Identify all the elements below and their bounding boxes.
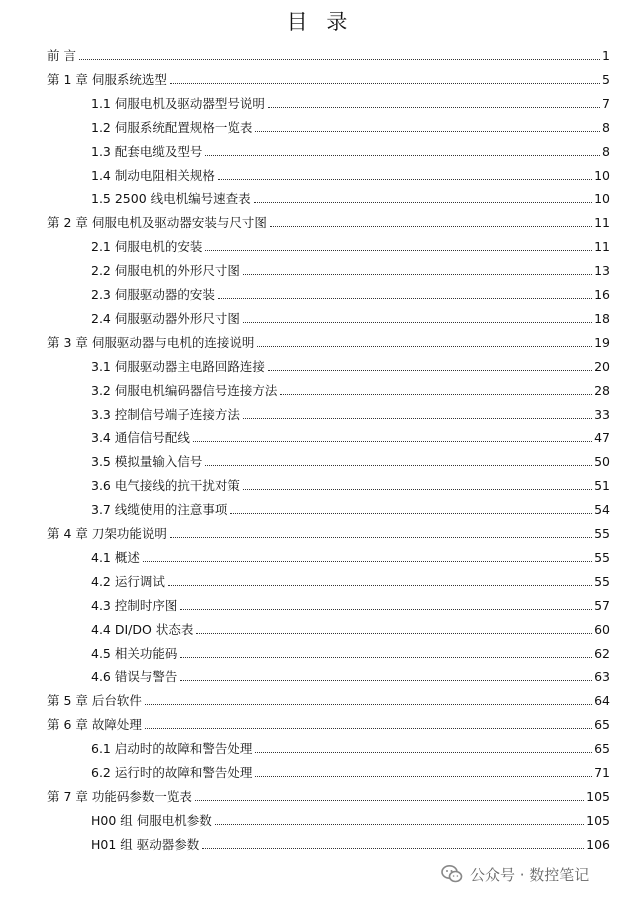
toc-leader-dots xyxy=(243,273,592,275)
toc-leader-dots xyxy=(254,201,592,203)
toc-section-entry[interactable] xyxy=(91,307,610,327)
toc-entry-label: 4.6 错误与警告 xyxy=(91,669,178,685)
toc-section-entry[interactable] xyxy=(91,140,610,160)
toc-leader-dots xyxy=(145,727,592,729)
toc-leader-dots xyxy=(218,178,592,180)
toc-leader-dots xyxy=(243,417,592,419)
toc-page-number: 106 xyxy=(586,836,610,852)
toc-entry-label: 前 言 xyxy=(47,48,76,63)
toc-page-number: 63 xyxy=(594,669,610,685)
toc-entry-label: 第 3 章 伺服驱动器与电机的连接说明 xyxy=(47,334,255,350)
toc-entry-label: 第 7 章 功能码参数一览表 xyxy=(47,788,192,804)
toc-chapter-entry[interactable] xyxy=(47,211,610,231)
toc-section-entry[interactable] xyxy=(91,283,610,303)
toc-page-number: 51 xyxy=(594,478,610,494)
toc-section-entry[interactable] xyxy=(91,737,610,757)
toc-entry-label: 3.2 伺服电机编码器信号连接方法 xyxy=(91,382,278,398)
toc-leader-dots xyxy=(255,775,592,777)
toc-leader-dots xyxy=(202,847,584,849)
toc-leader-dots xyxy=(79,58,600,60)
toc-page-number: 57 xyxy=(594,597,610,613)
toc-leader-dots xyxy=(255,130,600,132)
toc-entry-label: 3.6 电气接线的抗干扰对策 xyxy=(91,478,240,494)
toc-section-entry[interactable] xyxy=(91,594,610,614)
toc-entry-label: 第 6 章 故障处理 xyxy=(47,717,142,733)
toc-page-number: 7 xyxy=(602,95,610,111)
toc-entry-label: 1.1 伺服电机及驱动器型号说明 xyxy=(91,95,265,111)
toc-page-number: 19 xyxy=(594,334,610,350)
toc-entry-label: 3.1 伺服驱动器主电路回路连接 xyxy=(91,358,265,374)
toc-entry-label: 6.1 启动时的故障和警告处理 xyxy=(91,741,253,757)
toc-page-number: 18 xyxy=(594,310,610,326)
toc-leader-dots xyxy=(257,345,592,347)
toc-section-entry[interactable] xyxy=(91,355,610,375)
toc-page-number: 47 xyxy=(594,430,610,446)
toc-leader-dots xyxy=(170,82,600,84)
toc-section-entry[interactable] xyxy=(91,498,610,518)
toc-section-entry[interactable] xyxy=(91,761,610,781)
toc-entry-label: 2.2 伺服电机的外形尺寸图 xyxy=(91,263,240,279)
toc-page-number: 13 xyxy=(594,263,610,279)
toc-entry-label: 第 4 章 刀架功能说明 xyxy=(47,526,167,541)
toc-page-number: 16 xyxy=(594,287,610,302)
toc-section-entry[interactable] xyxy=(91,570,610,590)
toc-leader-dots xyxy=(243,488,592,490)
watermark-text: 公众号 · 数控笔记 xyxy=(470,865,590,884)
toc-section-entry[interactable] xyxy=(91,450,610,470)
toc-section-entry[interactable] xyxy=(91,259,610,279)
toc-entry-label: 第 5 章 后台软件 xyxy=(47,693,142,709)
toc-page-number: 8 xyxy=(602,143,610,159)
toc-leader-dots xyxy=(145,703,592,705)
toc-leader-dots xyxy=(243,321,592,323)
toc-page-number: 55 xyxy=(594,526,610,541)
toc-title: 目 录 xyxy=(286,10,354,34)
toc-section-entry[interactable] xyxy=(91,187,610,207)
toc-leader-dots xyxy=(230,512,592,514)
toc-leader-dots xyxy=(143,560,592,562)
toc-leader-dots xyxy=(205,249,592,251)
toc-section-entry[interactable] xyxy=(91,426,610,446)
toc-section-entry[interactable] xyxy=(91,546,610,566)
toc-entry-label: 1.5 2500 线电机编号速查表 xyxy=(91,191,251,207)
toc-section-entry[interactable] xyxy=(91,379,610,399)
toc-page-number: 5 xyxy=(602,71,610,87)
toc-page-number: 1 xyxy=(602,48,610,63)
toc-entry-label: 1.2 伺服系统配置规格一览表 xyxy=(91,119,253,135)
toc-entry-label: 2.3 伺服驱动器的安装 xyxy=(91,287,215,302)
toc-section-entry[interactable] xyxy=(91,618,610,638)
toc-chapter-entry[interactable] xyxy=(47,689,610,709)
toc-leader-dots xyxy=(268,106,600,108)
toc-page-number: 11 xyxy=(594,239,610,255)
toc-section-entry[interactable] xyxy=(91,833,610,853)
toc-entry-label: 3.4 通信信号配线 xyxy=(91,430,190,446)
wechat-icon xyxy=(440,862,464,886)
toc-leader-dots xyxy=(193,440,592,442)
toc-section-entry[interactable] xyxy=(91,235,610,255)
toc-leader-dots xyxy=(218,297,592,299)
toc-leader-dots xyxy=(215,823,584,825)
toc-chapter-entry[interactable] xyxy=(47,522,610,542)
toc-page-number: 33 xyxy=(594,406,610,422)
toc-entry-label: 3.3 控制信号端子连接方法 xyxy=(91,406,240,422)
toc-page-number: 11 xyxy=(594,215,610,231)
toc-entry-label: H00 组 伺服电机参数 xyxy=(91,812,212,828)
toc-page-number: 65 xyxy=(594,741,610,757)
toc-section-entry[interactable] xyxy=(91,642,610,662)
toc-entry-label: H01 组 驱动器参数 xyxy=(91,836,200,852)
toc-leader-dots xyxy=(280,393,592,395)
toc-page-number: 62 xyxy=(594,645,610,661)
toc-section-entry[interactable] xyxy=(91,474,610,494)
toc-entry-label: 4.2 运行调试 xyxy=(91,573,165,589)
toc-chapter-entry[interactable] xyxy=(47,331,610,351)
toc-page-number: 55 xyxy=(594,573,610,589)
toc-page-number: 55 xyxy=(594,549,610,565)
toc-page-number: 65 xyxy=(594,717,610,733)
toc-leader-dots xyxy=(205,154,600,156)
toc-entry-label: 1.3 配套电缆及型号 xyxy=(91,143,203,159)
toc-chapter-entry[interactable] xyxy=(47,68,610,88)
toc-leader-dots xyxy=(170,536,592,538)
toc-entry-label: 第 1 章 伺服系统选型 xyxy=(47,71,167,87)
toc-leader-dots xyxy=(255,751,592,753)
toc-entry-label: 1.4 制动电阻相关规格 xyxy=(91,167,215,183)
toc-leader-dots xyxy=(205,464,592,466)
toc-entry-label: 2.4 伺服驱动器外形尺寸图 xyxy=(91,310,240,326)
toc-leader-dots xyxy=(180,608,592,610)
toc-page-number: 10 xyxy=(594,167,610,183)
toc-entry-label: 6.2 运行时的故障和警告处理 xyxy=(91,765,253,780)
toc-page-number: 71 xyxy=(594,765,610,780)
toc-entry-label: 4.4 DI/DO 状态表 xyxy=(91,621,194,637)
toc-page-number: 60 xyxy=(594,621,610,637)
watermark xyxy=(440,858,630,890)
toc-entry-label: 4.3 控制时序图 xyxy=(91,597,178,613)
toc-section-entry[interactable] xyxy=(91,92,610,112)
toc-page-number: 64 xyxy=(594,693,610,709)
toc-entry-label: 2.1 伺服电机的安装 xyxy=(91,239,203,255)
toc-entry-label: 3.5 模拟量输入信号 xyxy=(91,454,203,470)
toc-page-number: 105 xyxy=(586,788,610,804)
toc-leader-dots xyxy=(195,799,584,801)
toc-chapter-entry[interactable] xyxy=(47,44,610,64)
toc-section-entry[interactable] xyxy=(91,403,610,423)
toc-page-number: 8 xyxy=(602,119,610,135)
toc-leader-dots xyxy=(180,656,592,658)
toc-section-entry[interactable] xyxy=(91,665,610,685)
toc-page-number: 105 xyxy=(586,812,610,828)
toc-page-number: 28 xyxy=(594,382,610,398)
toc-page-number: 20 xyxy=(594,358,610,374)
toc-page-number: 10 xyxy=(594,191,610,207)
toc-leader-dots xyxy=(180,679,592,681)
toc-chapter-entry[interactable] xyxy=(47,713,610,733)
toc-chapter-entry[interactable] xyxy=(47,785,610,805)
toc-leader-dots xyxy=(168,584,592,586)
toc-page-number: 54 xyxy=(594,502,610,518)
toc-section-entry[interactable] xyxy=(91,116,610,136)
toc-entry-label: 4.1 概述 xyxy=(91,549,140,565)
toc-entry-label: 4.5 相关功能码 xyxy=(91,645,178,661)
toc-page-number: 50 xyxy=(594,454,610,470)
toc-leader-dots xyxy=(196,632,592,634)
toc-section-entry[interactable] xyxy=(91,164,610,184)
toc-section-entry[interactable] xyxy=(91,809,610,829)
toc-entry-label: 3.7 线缆使用的注意事项 xyxy=(91,502,228,518)
toc-leader-dots xyxy=(268,369,592,371)
toc-entry-label: 第 2 章 伺服电机及驱动器安装与尺寸图 xyxy=(47,215,267,231)
toc-leader-dots xyxy=(270,225,592,227)
